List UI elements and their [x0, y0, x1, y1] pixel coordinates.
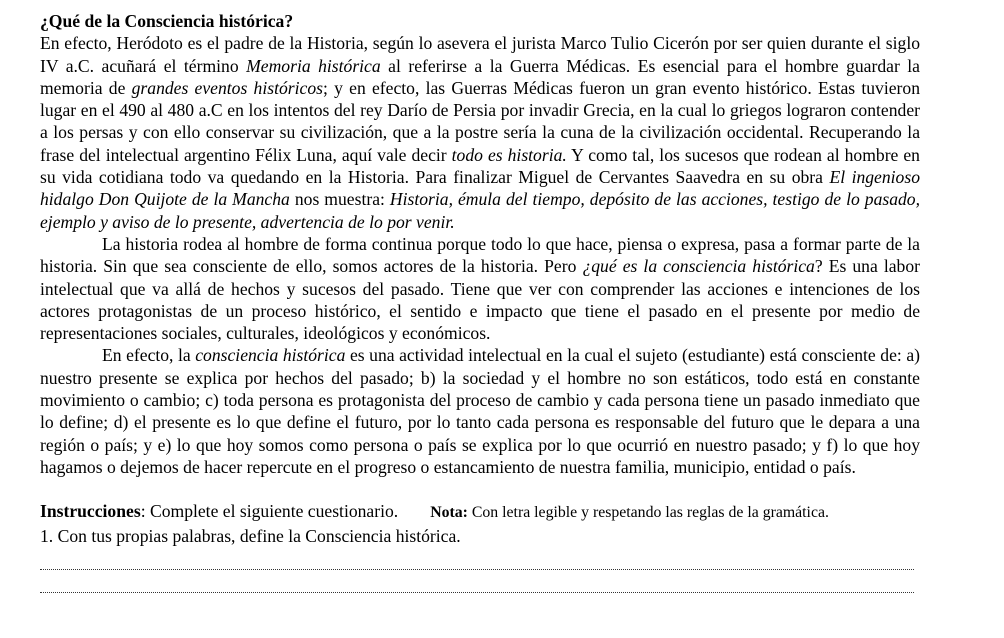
text-run: La historia rodea al hombre de forma continua porque todo lo que hace, piensa o expresa, pasa a formar parte de la historia. Sin que sea consciente de ello, somos actores de la historia. Pero [40, 233, 920, 277]
italic-text-run: Historia, émula del tiempo, depósito de las acciones, testigo de lo pasado, ejemplo y aviso de lo presente, advertencia de lo por venir. [40, 189, 920, 232]
italic-text-run: consciencia histórica [195, 345, 346, 366]
paragraph-historia-rodea [40, 233, 920, 344]
nota-label: Nota: [430, 504, 468, 522]
text-run: Y como tal, los sucesos que rodean al hombre en su vida cotidiana todo va quedando en la Historia. Para finalizar Miguel de Cervantes Saavedra en su obra [40, 144, 920, 188]
nota-body: Con letra legible y respetando las reglas de la gramática. [467, 504, 829, 522]
nota-text [430, 502, 829, 524]
italic-text-run: todo es historia. [451, 144, 567, 165]
italic-text-run: ¿qué es la consciencia histórica [582, 256, 815, 277]
text-run: ? Es una labor intelectual que va allá de hechos y sucesos del pasado. Tiene que ver con comprender las acciones e intenciones de los actores protagonistas de un proceso histórico, el sentido e impacto que tiene el pasado en el presente por medio de representaciones sociales, culturales, ideológicos y económicos. [40, 256, 920, 344]
question-1: 1. Con tus propias palabras, define la Consciencia histórica. [40, 525, 461, 546]
instructions-text [40, 500, 398, 522]
text-run: nos muestra: [289, 189, 390, 210]
document-title: ¿Qué de la Consciencia histórica? [40, 11, 294, 31]
italic-text-run: grandes eventos históricos [131, 77, 323, 98]
instructions-line [40, 500, 920, 524]
text-run: En efecto, la [102, 345, 196, 366]
answer-line-1[interactable] [40, 547, 914, 570]
text-run: En efecto, Heródoto es el padre de la Historia, según lo asevera el jurista Marco Tulio Cicerón por ser quien durante el siglo IV a.C. acuñará el término [40, 33, 920, 76]
text-run: al referirse a la Guerra Médicas. Es esencial para el hombre guardar la memoria de [40, 55, 920, 98]
text-run: es una actividad intelectual en la cual el sujeto (estudiante) está consciente de: a) nuestro presente se explica por hechos del pasado; b) la sociedad y el hombre no son estáticos, todo está en constante movimiento o cambio; c) toda persona es protagonista del proceso de cambio y cada persona tiene un pasado inmediato que lo define; d) el presente es lo que define el futuro, por lo tanto cada persona es responsable del futuro que le depara a una región o país; y e) lo que hoy somos como persona o país se explica por lo que ocurrió en nuestro pasado; y f) lo que hoy hagamos o dejemos de hacer repercute en el progreso o estancamiento de nuestra familia, municipio, entidad o país. [40, 345, 920, 477]
instructions-label: Instrucciones [40, 501, 141, 522]
italic-text-run: El ingenioso hidalgo Don Quijote de la Mancha [40, 167, 920, 210]
answer-line-2[interactable] [40, 570, 914, 593]
text-run: ; y en efecto, las Guerras Médicas fueron un gran evento histórico. Estas tuvieron lugar en el 490 al 480 a.C en los intentos del rey Darío de Persia por invadir Grecia, en la cual lo griegos lograron contender a los persas y con ello conservar su civilización, que a la postre sería la cuna de la civilización occidental. Recuperando la frase del intelectual argentino Félix Luna, aquí vale decir [40, 77, 921, 165]
instructions-body: : Complete el siguiente cuestionario. [140, 501, 399, 522]
spacer [40, 478, 920, 500]
italic-text-run: Memoria histórica [246, 55, 381, 76]
paragraph-consciencia [40, 344, 920, 478]
document-page [40, 10, 920, 593]
paragraph-herodoto [40, 32, 920, 233]
